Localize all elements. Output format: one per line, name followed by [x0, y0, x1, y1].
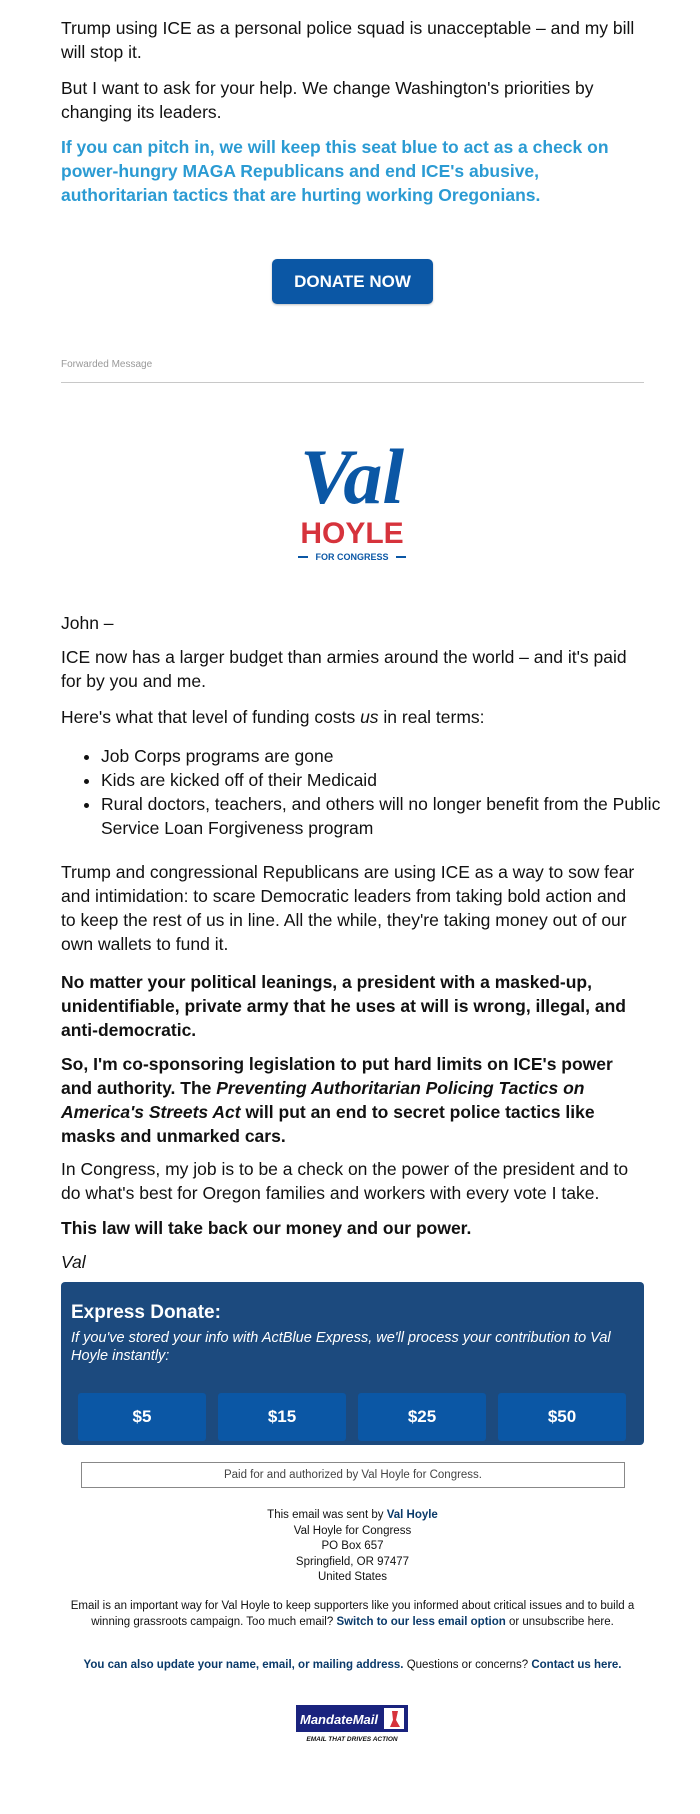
email-info: Email is an important way for Val Hoyle to keep supporters like you informed about critical issues and to build a winning grassroots campaign. Too much email? Switch to our less email option or unsubscribe here.: [70, 1600, 635, 1628]
letter-paragraph-3: Trump and congressional Republicans are using ICE as a way to sow fear and intimidation: to scare Democratic leaders from taking bold action and to keep the rest of us in line. All the while, they're taking money out of our own wallets to fund it.: [61, 862, 635, 954]
express-donate-title: Express Donate:: [71, 1302, 221, 1323]
greeting: John –: [61, 613, 114, 633]
unsubscribe-link[interactable]: unsubscribe here.: [522, 1615, 614, 1628]
letter-paragraph-1: ICE now has a larger budget than armies around the world – and it's paid for by you and me.: [61, 647, 627, 691]
list-item: • Rural doctors, teachers, and others will no longer benefit from the Public Service Loan Forgiveness program: [101, 792, 684, 840]
mandatemail-name: MandateMail: [300, 1712, 379, 1727]
intro-appeal: If you can pitch in, we will keep this seat blue to act as a check on power-hungry MAGA Republicans and end ICE's abusive, authoritarian tactics that are hurting working Oregonians.: [61, 137, 609, 205]
signoff: Val: [61, 1252, 86, 1272]
sender-address: This email was sent by Val Hoyle Val Hoyle for Congress PO Box 657 Springfield, OR 97477 United States: [267, 1509, 438, 1583]
forwarded-message-label: Forwarded Message: [61, 359, 153, 370]
letter-paragraph-6: In Congress, my job is to be a check on the power of the president and to do what's best for Oregon families and workers with every vote I take.: [61, 1159, 629, 1203]
emphasis-us: us: [360, 707, 379, 727]
donate-amount-button[interactable]: $5: [78, 1393, 206, 1441]
cost-list: [61, 744, 684, 840]
intro-paragraph-1: Trump using ICE as a personal police squad is unacceptable – and my bill will stop it.: [61, 18, 635, 62]
act-name: Preventing Authoritarian Policing Tactics on America's Streets Act: [61, 1078, 585, 1122]
letter-paragraph-7: This law will take back our money and our power.: [61, 1218, 472, 1238]
update-info: You can also update your name, email, or mailing address. Questions or concerns? Contact us here.: [83, 1659, 622, 1671]
donate-amount-button[interactable]: $25: [358, 1393, 486, 1441]
intro-paragraph-2: But I want to ask for your help. We change Washington's priorities by changing its leaders.: [61, 78, 594, 122]
less-email-link[interactable]: Switch to our less email option: [336, 1615, 506, 1628]
letter-paragraph-5: So, I'm co-sponsoring legislation to put hard limits on ICE's power and authority. The Preventing Authoritarian Policing Tactics on America's Streets Act will put an end to secret police tactics like masks and unmarked cars.: [61, 1054, 613, 1146]
update-profile-link[interactable]: You can also update your name, email, or mailing address.: [83, 1659, 404, 1671]
logo-name-text: HOYLE: [300, 517, 404, 550]
donate-amount-button[interactable]: $50: [498, 1393, 626, 1441]
mandatemail-tagline: EMAIL THAT DRIVES ACTION: [306, 1736, 398, 1743]
donate-amount-button[interactable]: $15: [218, 1393, 346, 1441]
express-donate-panel: [61, 1282, 644, 1445]
logo-script-text: Val: [299, 435, 405, 520]
divider: [61, 382, 644, 383]
list-item: • Job Corps programs are gone: [101, 744, 684, 768]
contact-us-link[interactable]: Contact us here.: [531, 1659, 622, 1671]
mandatemail-badge[interactable]: [296, 1705, 408, 1744]
letter-paragraph-2: Here's what that level of funding costs us in real terms:: [61, 707, 485, 727]
logo-tagline-text: FOR CONGRESS: [315, 552, 389, 562]
letter-paragraph-4: No matter your political leanings, a president with a masked-up, unidentifiable, private army that he uses at will is wrong, illegal, and anti-democratic.: [61, 972, 626, 1040]
donate-now-button[interactable]: DONATE NOW: [272, 259, 433, 304]
express-donate-subtitle: If you've stored your info with ActBlue Express, we'll process your contribution to Val Hoyle instantly:: [71, 1330, 611, 1364]
val-hoyle-logo: [262, 435, 442, 565]
sender-name: Val Hoyle: [386, 1509, 438, 1521]
paid-for-disclaimer: Paid for and authorized by Val Hoyle for Congress.: [81, 1462, 625, 1488]
list-item: • Kids are kicked off of their Medicaid: [101, 768, 684, 792]
